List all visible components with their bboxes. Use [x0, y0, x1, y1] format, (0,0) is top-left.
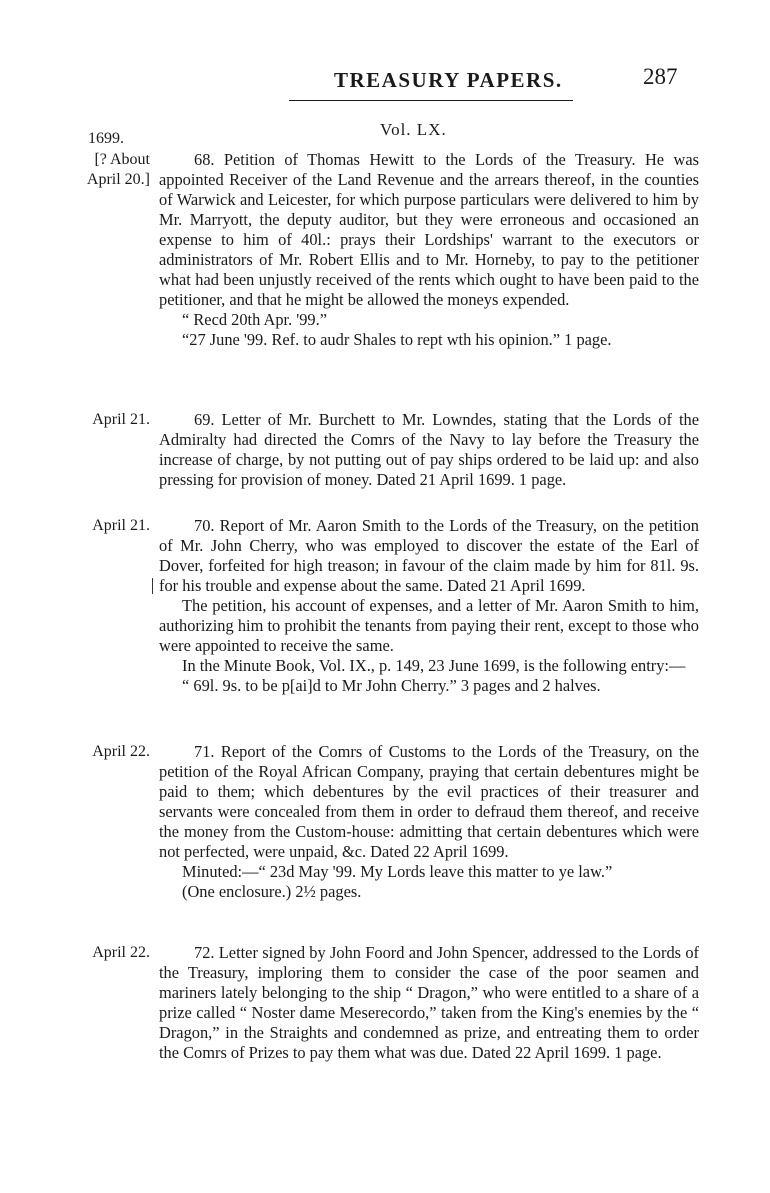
entry-paragraph: 70. Report of Mr. Aaron Smith to the Lords of the Treasury, on the petition of Mr. John Cherry, who was employed to discover the estate of the Earl of Dover, forfeited for high treason; in favour of the claim made by him for 81l. 9s. for his trouble and expense about the same. Dated 21 April 1699.	[159, 516, 699, 595]
entry-date: April 21.	[92, 517, 150, 534]
entry-paragraph: “ Recd 20th Apr. '99.”	[182, 310, 327, 329]
entry-date: April 22.	[92, 743, 150, 760]
entry-body	[159, 150, 699, 350]
header-rule	[289, 100, 573, 101]
entry-paragraph: In the Minute Book, Vol. IX., p. 149, 23 June 1699, is the following entry:—	[182, 656, 686, 675]
year-marginal: 1699.	[88, 130, 124, 147]
entry-paragraph: 72. Letter signed by John Foord and John Spencer, addressed to the Lords of the Treasury, imploring them to consider the case of the poor seamen and mariners lately belonging to the ship “ Dragon,” who were entitled to a share of a prize called “ Noster dame Meserecordo,” taken from the King's enemies by the “ Dragon,” in the Straights and condemned as prize, and entreating them to order the Comrs of Prizes to pay them what was due. Dated 22 April 1699. 1 page.	[159, 943, 699, 1062]
entry-paragraph: “27 June '99. Ref. to audr Shales to rept wth his opinion.” 1 page.	[182, 330, 612, 349]
entry-paragraph: (One enclosure.) 2½ pages.	[182, 882, 362, 901]
page-header	[0, 62, 770, 102]
entry-body	[159, 410, 699, 490]
entry-date: April 22.	[92, 944, 150, 961]
scan-mark	[152, 578, 153, 594]
entry-date: April 21.	[92, 411, 150, 428]
entry-paragraph: 68. Petition of Thomas Hewitt to the Lords of the Treasury. He was appointed Receiver of the Land Revenue and the arrears thereof, in the counties of Warwick and Leicester, for which purpose particulars were delivered to him by Mr. Marryott, the deputy auditor, but they were erroneous and occasioned an expense to him of 40l.: prays their Lordships' warrant to the executors or administrators of Mr. Robert Ellis and to Mr. Horneby, to pay to the petitioner what had been unjustly received of the rents which ought to have been paid to the petitioner, and that he might be allowed the moneys expended.	[159, 150, 699, 309]
entry-paragraph: “ 69l. 9s. to be p[ai]d to Mr John Cherry.” 3 pages and 2 halves.	[182, 676, 601, 695]
running-title: TREASURY PAPERS.	[334, 68, 563, 92]
entry-body	[159, 943, 699, 1063]
volume-heading: Vol. LX.	[380, 120, 447, 139]
entry-paragraph: 71. Report of the Comrs of Customs to the Lords of the Treasury, on the petition of the Royal African Company, praying that certain debentures might be paid to them; which debentures by the evil practices of their treasurer and servants were concealed from them in order to defraud them thereof, and receive the money from the Custom-house: admitting that certain debentures which were not perfected, were unpaid, &c. Dated 22 April 1699.	[159, 742, 699, 861]
entry-date: [? About April 20.]	[86, 151, 150, 188]
entry-body	[159, 516, 699, 696]
entry-paragraph: The petition, his account of expenses, and a letter of Mr. Aaron Smith to him, authorizing him to prohibit the tenants from paying their rent, except to those who were appointed to receive the same.	[159, 596, 699, 655]
page-number: 287	[643, 64, 678, 89]
entry-body	[159, 742, 699, 902]
entry-paragraph: Minuted:—“ 23d May '99. My Lords leave this matter to ye law.”	[182, 862, 613, 881]
entry-paragraph: 69. Letter of Mr. Burchett to Mr. Lowndes, stating that the Lords of the Admiralty had directed the Comrs of the Navy to lay before the Treasury the increase of charge, by not putting out of pay ships ordered to be laid up: and also pressing for provision of money. Dated 21 April 1699. 1 page.	[159, 410, 699, 489]
